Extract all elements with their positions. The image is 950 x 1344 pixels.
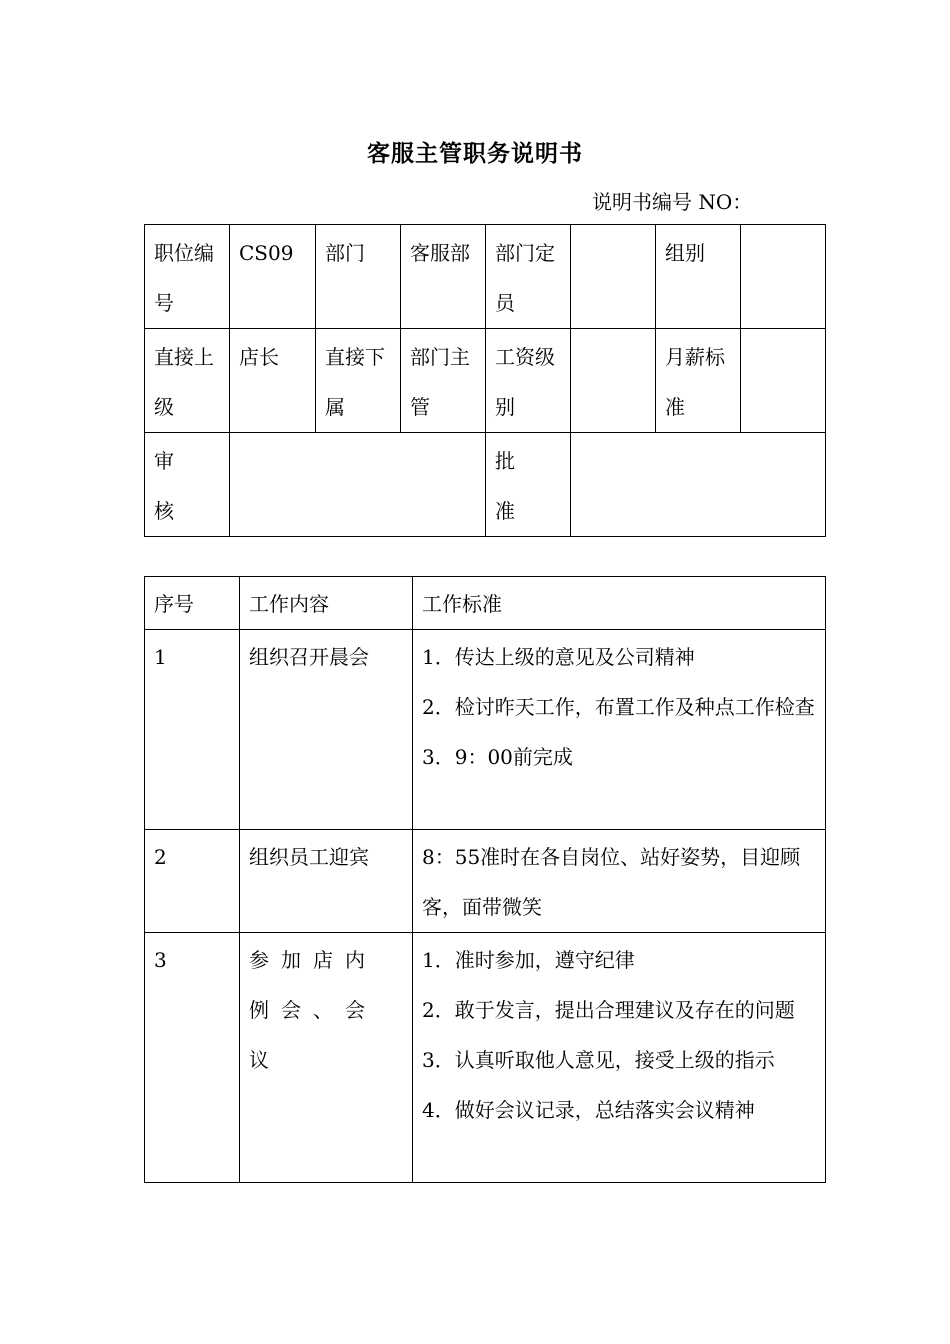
position-code-label: 职位编号 [145, 225, 230, 329]
supervisor-value: 店长 [230, 329, 316, 433]
row-content: 组织召开晨会 [240, 630, 413, 830]
standard-line: 1．传达上级的意见及公司精神 [422, 645, 695, 669]
department-value: 客服部 [401, 225, 486, 329]
monthly-salary-label: 月薪标准 [656, 329, 741, 433]
duty-table [144, 576, 826, 1183]
standard-line: 4．做好会议记录，总结落实会议精神 [422, 1098, 755, 1122]
row-standards [413, 630, 826, 830]
subordinate-value: 部门主管 [401, 329, 486, 433]
department-label: 部门 [316, 225, 401, 329]
info-row-3 [145, 433, 826, 537]
table-row [145, 933, 826, 1183]
group-value [741, 225, 826, 329]
standard-line: 3．认真听取他人意见，接受上级的指示 [422, 1048, 775, 1072]
row-content: 参加店内例会、会议 [240, 933, 413, 1183]
row-standards [413, 830, 826, 933]
row-no: 2 [145, 830, 240, 933]
standard-line: 2．敢于发言，提出合理建议及存在的问题 [422, 998, 795, 1022]
info-row-1 [145, 225, 826, 329]
row-content: 组织员工迎宾 [240, 830, 413, 933]
header-standard: 工作标准 [413, 577, 826, 630]
duty-header-row [145, 577, 826, 630]
subordinate-label: 直接下属 [316, 329, 401, 433]
salary-grade-label: 工资级别 [486, 329, 571, 433]
approve-value [571, 433, 826, 537]
headcount-value [571, 225, 656, 329]
group-label: 组别 [656, 225, 741, 329]
position-info-table [144, 224, 826, 537]
monthly-salary-value [741, 329, 826, 433]
header-no: 序号 [145, 577, 240, 630]
row-no: 3 [145, 933, 240, 1183]
standard-line: 2．检讨昨天工作，布置工作及种点工作检查 [422, 695, 815, 719]
row-no: 1 [145, 630, 240, 830]
doc-number-label: 说明书编号 NO： [592, 190, 753, 214]
standard-line: 8：55准时在各自岗位、站好姿势，目迎顾客，面带微笑 [422, 845, 801, 919]
row-standards [413, 933, 826, 1183]
position-code-value: CS09 [230, 225, 316, 329]
review-value [230, 433, 486, 537]
table-row [145, 630, 826, 830]
review-label: 审核 [145, 433, 230, 537]
header-content: 工作内容 [240, 577, 413, 630]
approve-label: 批准 [486, 433, 571, 537]
table-row [145, 830, 826, 933]
supervisor-label: 直接上级 [145, 329, 230, 433]
standard-line: 1．准时参加，遵守纪律 [422, 948, 635, 972]
salary-grade-value [571, 329, 656, 433]
standard-line: 3．9：00前完成 [422, 745, 573, 769]
info-row-2 [145, 329, 826, 433]
headcount-label: 部门定员 [486, 225, 571, 329]
document-title: 客服主管职务说明书 [367, 140, 583, 167]
